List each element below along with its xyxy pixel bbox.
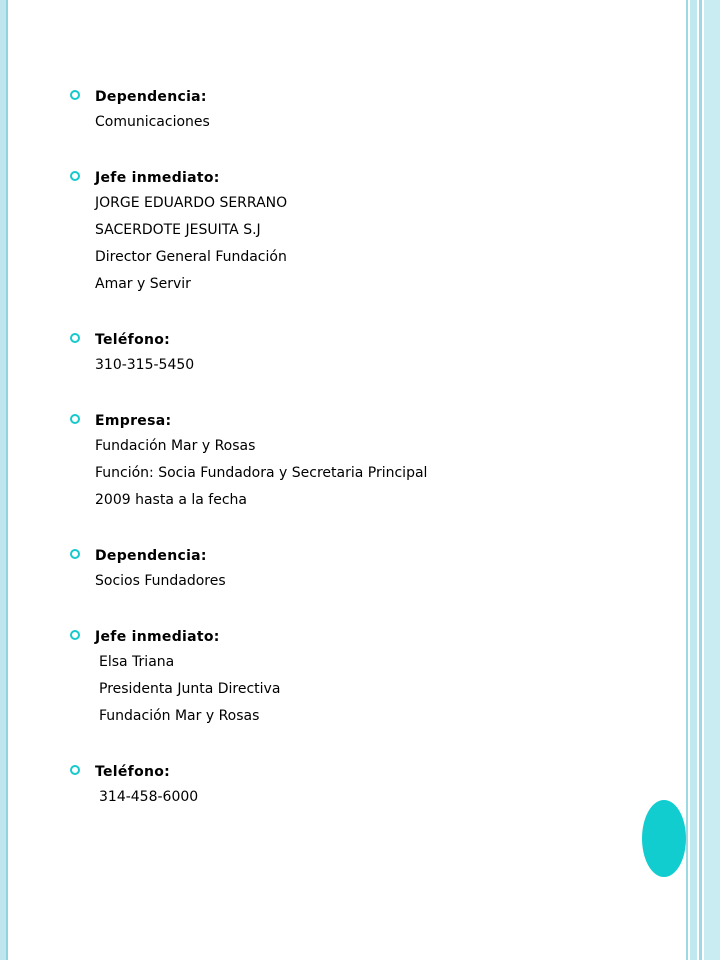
section-empresa (70, 406, 630, 514)
right-stripes-decoration (686, 0, 720, 960)
section-heading: Empresa: (95, 413, 172, 429)
teal-oval-decoration (642, 800, 686, 877)
section-line: Función: Socia Fundadora y Secretaria Principal (95, 465, 428, 481)
section-line: Socios Fundadores (95, 573, 226, 589)
section-heading: Dependencia: (95, 89, 207, 105)
section-heading: Dependencia: (95, 548, 207, 564)
section-line: Director General Fundación (95, 249, 287, 265)
section-line: Fundación Mar y Rosas (99, 708, 260, 724)
section-heading: Jefe inmediato: (95, 170, 220, 186)
section-line: SACERDOTE JESUITA S.J (95, 222, 261, 238)
section-telefono-2 (70, 757, 630, 811)
bullet-icon (70, 765, 80, 775)
bullet-icon (70, 171, 80, 181)
left-border-decoration (0, 0, 8, 960)
section-dependencia-1 (70, 82, 630, 136)
bullet-icon (70, 90, 80, 100)
section-line: Fundación Mar y Rosas (95, 438, 256, 454)
section-jefe-inmediato-1 (70, 163, 630, 298)
section-line: Amar y Servir (95, 276, 191, 292)
section-telefono-1 (70, 325, 630, 379)
bullet-icon (70, 549, 80, 559)
section-heading: Teléfono: (95, 332, 171, 348)
bullet-icon (70, 333, 80, 343)
section-line: Presidenta Junta Directiva (99, 681, 281, 697)
section-line: Elsa Triana (99, 654, 175, 670)
section-heading: Jefe inmediato: (95, 629, 220, 645)
section-line: 310-315-5450 (95, 357, 195, 373)
bullet-icon (70, 414, 80, 424)
contact-details (70, 82, 630, 811)
section-line: Comunicaciones (95, 114, 210, 130)
section-line: JORGE EDUARDO SERRANO (95, 195, 288, 211)
section-jefe-inmediato-2 (70, 622, 630, 730)
section-dependencia-2 (70, 541, 630, 595)
section-line: 2009 hasta a la fecha (95, 492, 247, 508)
bullet-icon (70, 630, 80, 640)
section-line: 314-458-6000 (99, 789, 199, 805)
section-heading: Teléfono: (95, 764, 171, 780)
